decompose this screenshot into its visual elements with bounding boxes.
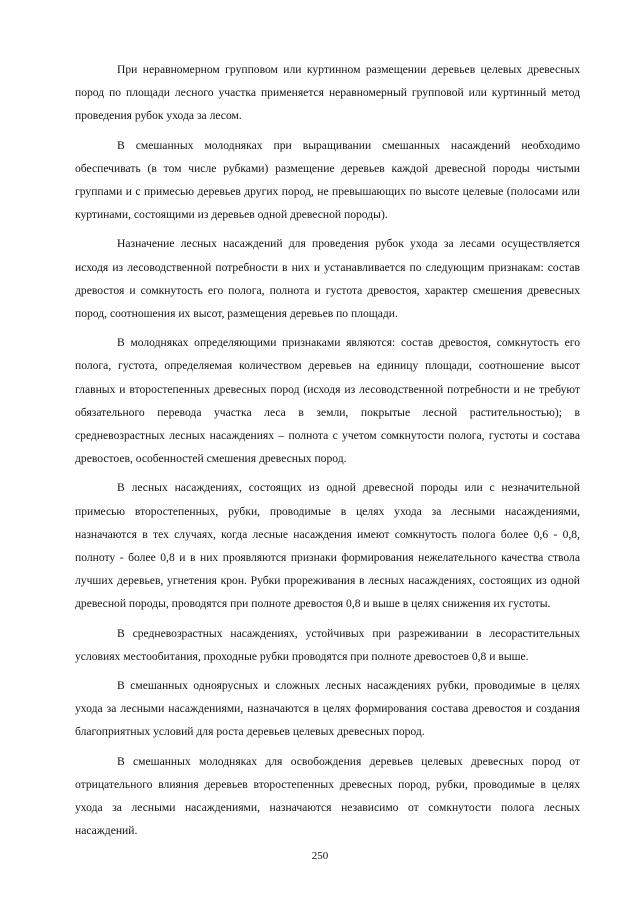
paragraph: В средневозрастных насаждениях, устойчивых при разреживании в лесорастительных условиях местообитания, проходные рубки проводятся при полноте древостоев 0,8 и выше. [75,626,580,663]
paragraph: В молодняках определяющими признаками являются: состав древостоя, сомкнутость его полога, густота, определяемая количеством деревьев на единицу площади, соотношение высот главных и второстепенных древесных пород (исходя из лесоводственной потребности и не требуют обязательного перевода участка леса в земли, покрытые лесной растительностью); в средневозрастных лесных насаждениях – полнота с учетом сомкнутости полога, густоты и состава древостоев, особенностей смешения древесных пород. [75,336,580,466]
paragraph: При неравномерном групповом или куртинном размещении деревьев целевых древесных пород по площади лесного участка применяется неравномерный групповой или куртинный метод проведения рубок ухода за лесом. [75,63,580,123]
paragraph: Назначение лесных насаждений для проведения рубок ухода за лесами осуществляется исходя из лесоводственной потребности в них и устанавливается по следующим признакам: состав древостоя и сомкнутость его полога, полнота и густота древостоя, характер смешения древесных пород, соотношения их высот, размещения деревьев по площади. [75,237,580,321]
paragraph: В лесных насаждениях, состоящих из одной древесной породы или с незначительной примесью второстепенных, рубки, проводимые в целях ухода за лесными насаждениями, назначаются в тех случаях, когда лесные насаждения имеют сомкнутость полога более 0,6 - 0,8, полноту - более 0,8 и в них проявляются признаки формирования нежелательного качества ствола лучших деревьев, угнетения крон. Рубки прореживания в лесных насаждениях, состоящих из одной древесной породы, проводятся при полноте древостоя 0,8 и выше в целях снижения их густоты. [75,481,580,611]
page-number: 250 [311,850,329,862]
paragraph: В смешанных одноярусных и сложных лесных насаждениях рубки, проводимые в целях ухода за лесными насаждениями, назначаются в целях формирования состава древостоя и создания благоприятных условий для роста деревьев целевых древесных пород. [75,679,580,739]
document-body [75,58,580,849]
paragraph: В смешанных молодняках для освобождения деревьев целевых древесных пород от отрицательного влияния деревьев второстепенных древесных пород, рубки, проводимые в целях ухода за лесными насаждениями, назначаются независимо от сомкнутости полога лесных насаждений. [75,754,580,838]
paragraph: В смешанных молодняках при выращивании смешанных насаждений необходимо обеспечивать (в том числе рубками) размещение деревьев каждой древесной породы чистыми группами и с примесью деревьев других пород, не превышающих по высоте целевые (полосами или куртинами, состоящими из деревьев одной древесной породы). [75,138,580,222]
